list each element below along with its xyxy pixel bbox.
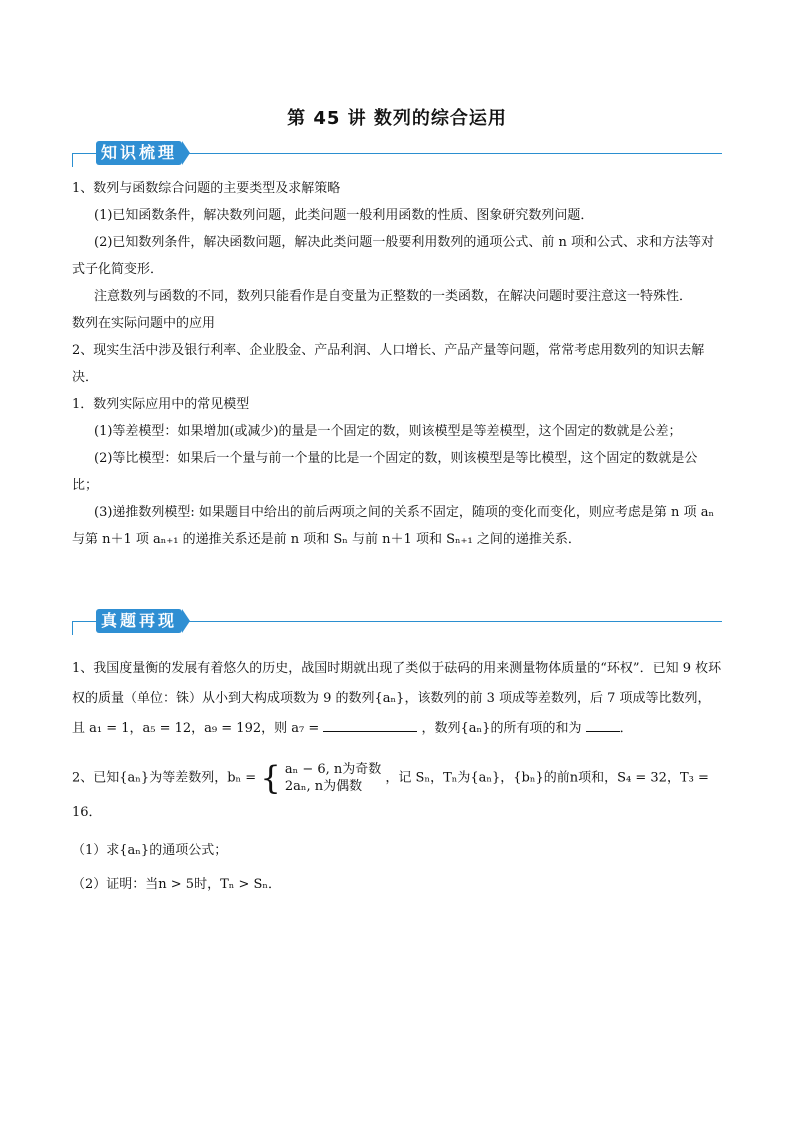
section-header-problems — [72, 606, 722, 640]
piecewise-cases — [285, 761, 381, 795]
problem-2-text: 2、已知{aₙ}为等差数列，bₙ = — [72, 770, 257, 786]
case-odd: aₙ − 6, n为奇数 — [284, 762, 382, 777]
section-tag-problems: 真题再现 — [96, 609, 182, 633]
knowledge-paragraph-3: 注意数列与函数的不同，数列只能看作是自变量为正整数的一类函数，在解决问题时要注意这一特殊性． — [94, 289, 693, 304]
section-hook — [72, 621, 83, 635]
knowledge-heading-2: 数列在实际问题中的应用 — [72, 316, 216, 331]
answer-blank-2[interactable] — [586, 717, 620, 732]
section-header-knowledge — [72, 138, 722, 172]
knowledge-paragraph-5: (2)等比模型：如果后一个量与前一个量的比是一个固定的数，则该模型是等比模型，这个固定的数就是公比； — [72, 451, 698, 493]
problem-2 — [72, 760, 722, 902]
section-tag-knowledge: 知识梳理 — [96, 141, 182, 165]
knowledge-paragraph-2: (2)已知数列条件，解决函数问题，解决此类问题一般要利用数列的通项公式、前 n 项和公式、求和方法等对式子化简变形． — [72, 235, 715, 277]
page-title: 第 45 讲 数列的综合运用 — [287, 108, 507, 129]
problem-2-sub-2: （2）证明：当n > 5时，Tₙ > Sₙ． — [72, 877, 282, 892]
knowledge-paragraph-4: (1)等差模型：如果增加(或减少)的量是一个固定的数，则该模型是等差模型，这个固定的数就是公差； — [94, 424, 682, 439]
knowledge-section — [72, 175, 722, 553]
piecewise-definition — [260, 760, 381, 796]
section-hook — [72, 153, 83, 167]
answer-blank-1[interactable] — [323, 717, 417, 732]
problem-1-text: 1、我国度量衡的发展有着悠久的历史，战国时期就出现了类似于砝码的用来测量物体质量的“环权”．已知 9 枚环权的质量（单位：铢）从小到大构成项数为 9 的数列{aₙ}，该数列的前 3 项成等差数列，后 7 项成等比数列，且 a₁ = 1，a₅ = 12，a₉ = 192，则 a₇ = — [72, 661, 722, 736]
problem-2-sub-1: （1）求{aₙ}的通项公式； — [72, 843, 228, 858]
problem-2-text-2: ，记 Sₙ，Tₙ为{aₙ}，{bₙ}的前n项和，S₄ = 32，T₃ = 16． — [72, 770, 709, 820]
knowledge-heading-4: 1．数列实际应用中的常见模型 — [72, 397, 250, 412]
brace-symbol: { — [260, 759, 281, 797]
case-even: 2aₙ, n为偶数 — [284, 779, 363, 794]
knowledge-paragraph-1: (1)已知函数条件，解决数列问题，此类问题一般利用函数的性质、图象研究数列问题． — [94, 208, 594, 223]
problem-1-text-3: ． — [619, 721, 633, 736]
knowledge-heading-1: 1、数列与函数综合问题的主要类型及求解策略 — [72, 181, 341, 196]
knowledge-heading-3: 2、现实生活中涉及银行利率、企业股金、产品利润、人口增长、产品产量等问题，常常考虑用数列的知识去解决． — [72, 343, 705, 385]
problem-1-text-2: ，数列{aₙ}的所有项的和为 — [421, 721, 582, 736]
problem-1 — [72, 654, 722, 744]
knowledge-paragraph-6: (3)递推数列模型: 如果题目中给出的前后两项之间的关系不固定，随项的变化而变化，则应考虑是第 n 项 aₙ 与第 n＋1 项 aₙ₊₁ 的递推关系还是前 n 项和 Sₙ 与前 n＋1 项和 Sₙ₊₁ 之间的递推关系． — [72, 505, 715, 547]
